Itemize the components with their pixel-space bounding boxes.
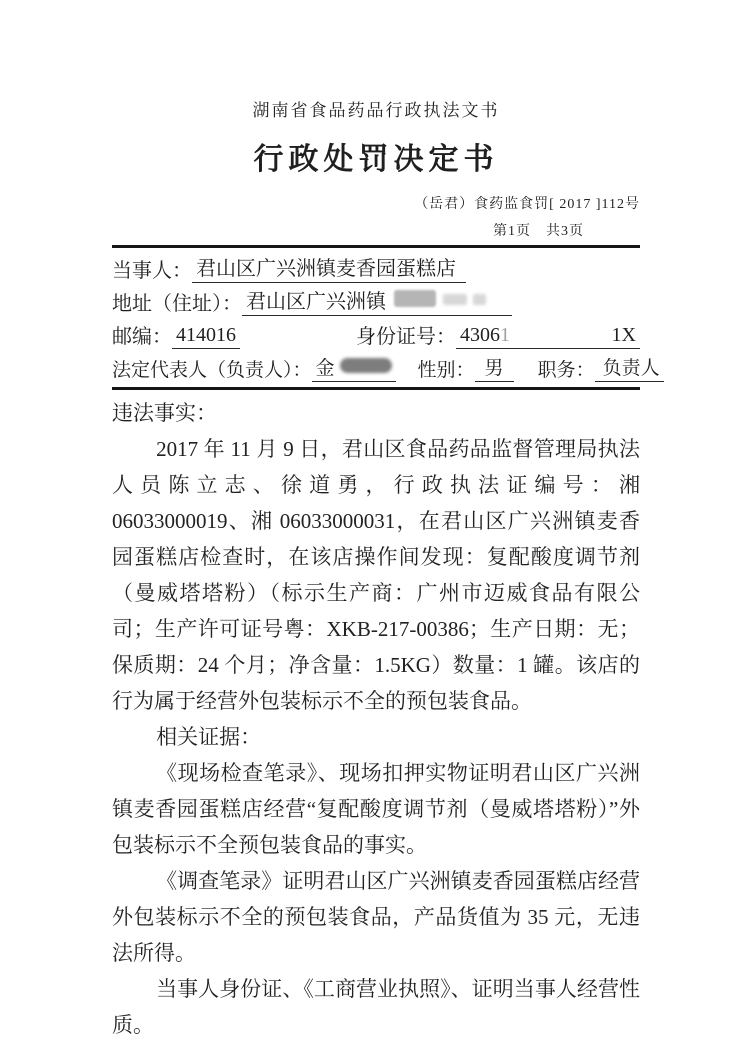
- page-indicator: 第1页 共3页: [493, 224, 584, 239]
- gender-label: 性别：: [417, 360, 475, 381]
- name-redaction-box: [340, 358, 392, 373]
- violation-facts-section: [112, 395, 640, 1043]
- postcode-label: 邮编：: [112, 326, 172, 348]
- id-number-faint-digit: 1: [500, 324, 510, 346]
- address-label: 地址（住址）：: [112, 293, 242, 315]
- address-row: [112, 283, 640, 316]
- party-label: 当事人：: [112, 260, 192, 282]
- party-section-rule: [112, 387, 640, 390]
- legal-rep-value: [312, 353, 396, 382]
- gender-value: 男: [475, 353, 514, 382]
- legal-rep-surname: 金: [315, 358, 335, 379]
- duty-value: 负责人: [595, 353, 664, 382]
- address-redaction-box: [394, 290, 436, 307]
- legal-rep-row: [112, 349, 660, 382]
- form-header-label: 湖南省食品药品行政执法文书: [252, 101, 500, 120]
- body-paragraph: 《现场检查笔录》、现场扣押实物证明君山区广兴洲镇麦香园蛋糕店经营“复配酸度调节剂（曼威塔塔粉）”外包装标示不全预包装食品的事实。: [112, 761, 640, 857]
- body-paragraph: 当事人身份证、《工商营业执照》、证明当事人经营性质。: [112, 977, 640, 1037]
- document-title: 行政处罚决定书: [253, 143, 499, 176]
- postcode-id-row: [112, 316, 640, 349]
- duty-label: 职务：: [537, 360, 595, 381]
- party-value: 君山区广兴洲镇麦香园蛋糕店: [192, 252, 466, 283]
- id-number-group: [356, 320, 640, 349]
- postcode-value: 414016: [172, 324, 240, 349]
- section-heading-violation-facts: 违法事实：: [112, 401, 217, 425]
- legal-rep-label: 法定代表人（负责人）：: [112, 360, 312, 381]
- body-paragraph: 相关证据：: [156, 725, 262, 749]
- party-info-section: [112, 250, 660, 382]
- document-number: （岳君）食药监食罚[ 2017 ]112号: [414, 197, 640, 212]
- address-redaction-smudge: [473, 294, 486, 305]
- id-number-prefix: 43061: [460, 324, 510, 346]
- address-value-text: 君山区广兴洲镇: [246, 291, 386, 313]
- id-number-suffix: 1X: [611, 324, 636, 346]
- header-rule: [112, 245, 640, 248]
- id-number-label: 身份证号：: [356, 326, 456, 348]
- body-paragraph: 《调查笔录》证明君山区广兴洲镇麦香园蛋糕店经营外包装标示不全的预包装食品，产品货值为 35 元，无违法所得。: [112, 869, 640, 965]
- address-redaction-smudge: [443, 294, 467, 305]
- body-paragraph: 2017 年 11 月 9 日，君山区食品药品监督管理局执法人员陈立志、徐道勇，行政执法证编号：湘 06033000019、湘 06033000031，在君山区广兴洲镇麦香园蛋糕店检查时，在该店操作间发现：复配酸度调节剂（曼威塔塔粉）（标示生产商：广州市迈威食品有限公司；生产许可证号粤：XKB-217-00386；生产日期：无；保质期：24 个月；净含量：1.5KG）数量：1 罐。该店的行为属于经营外包装标示不全的预包装食品。: [112, 437, 640, 713]
- address-value: [242, 285, 512, 316]
- id-number-value: [456, 324, 640, 349]
- party-row: [112, 250, 640, 283]
